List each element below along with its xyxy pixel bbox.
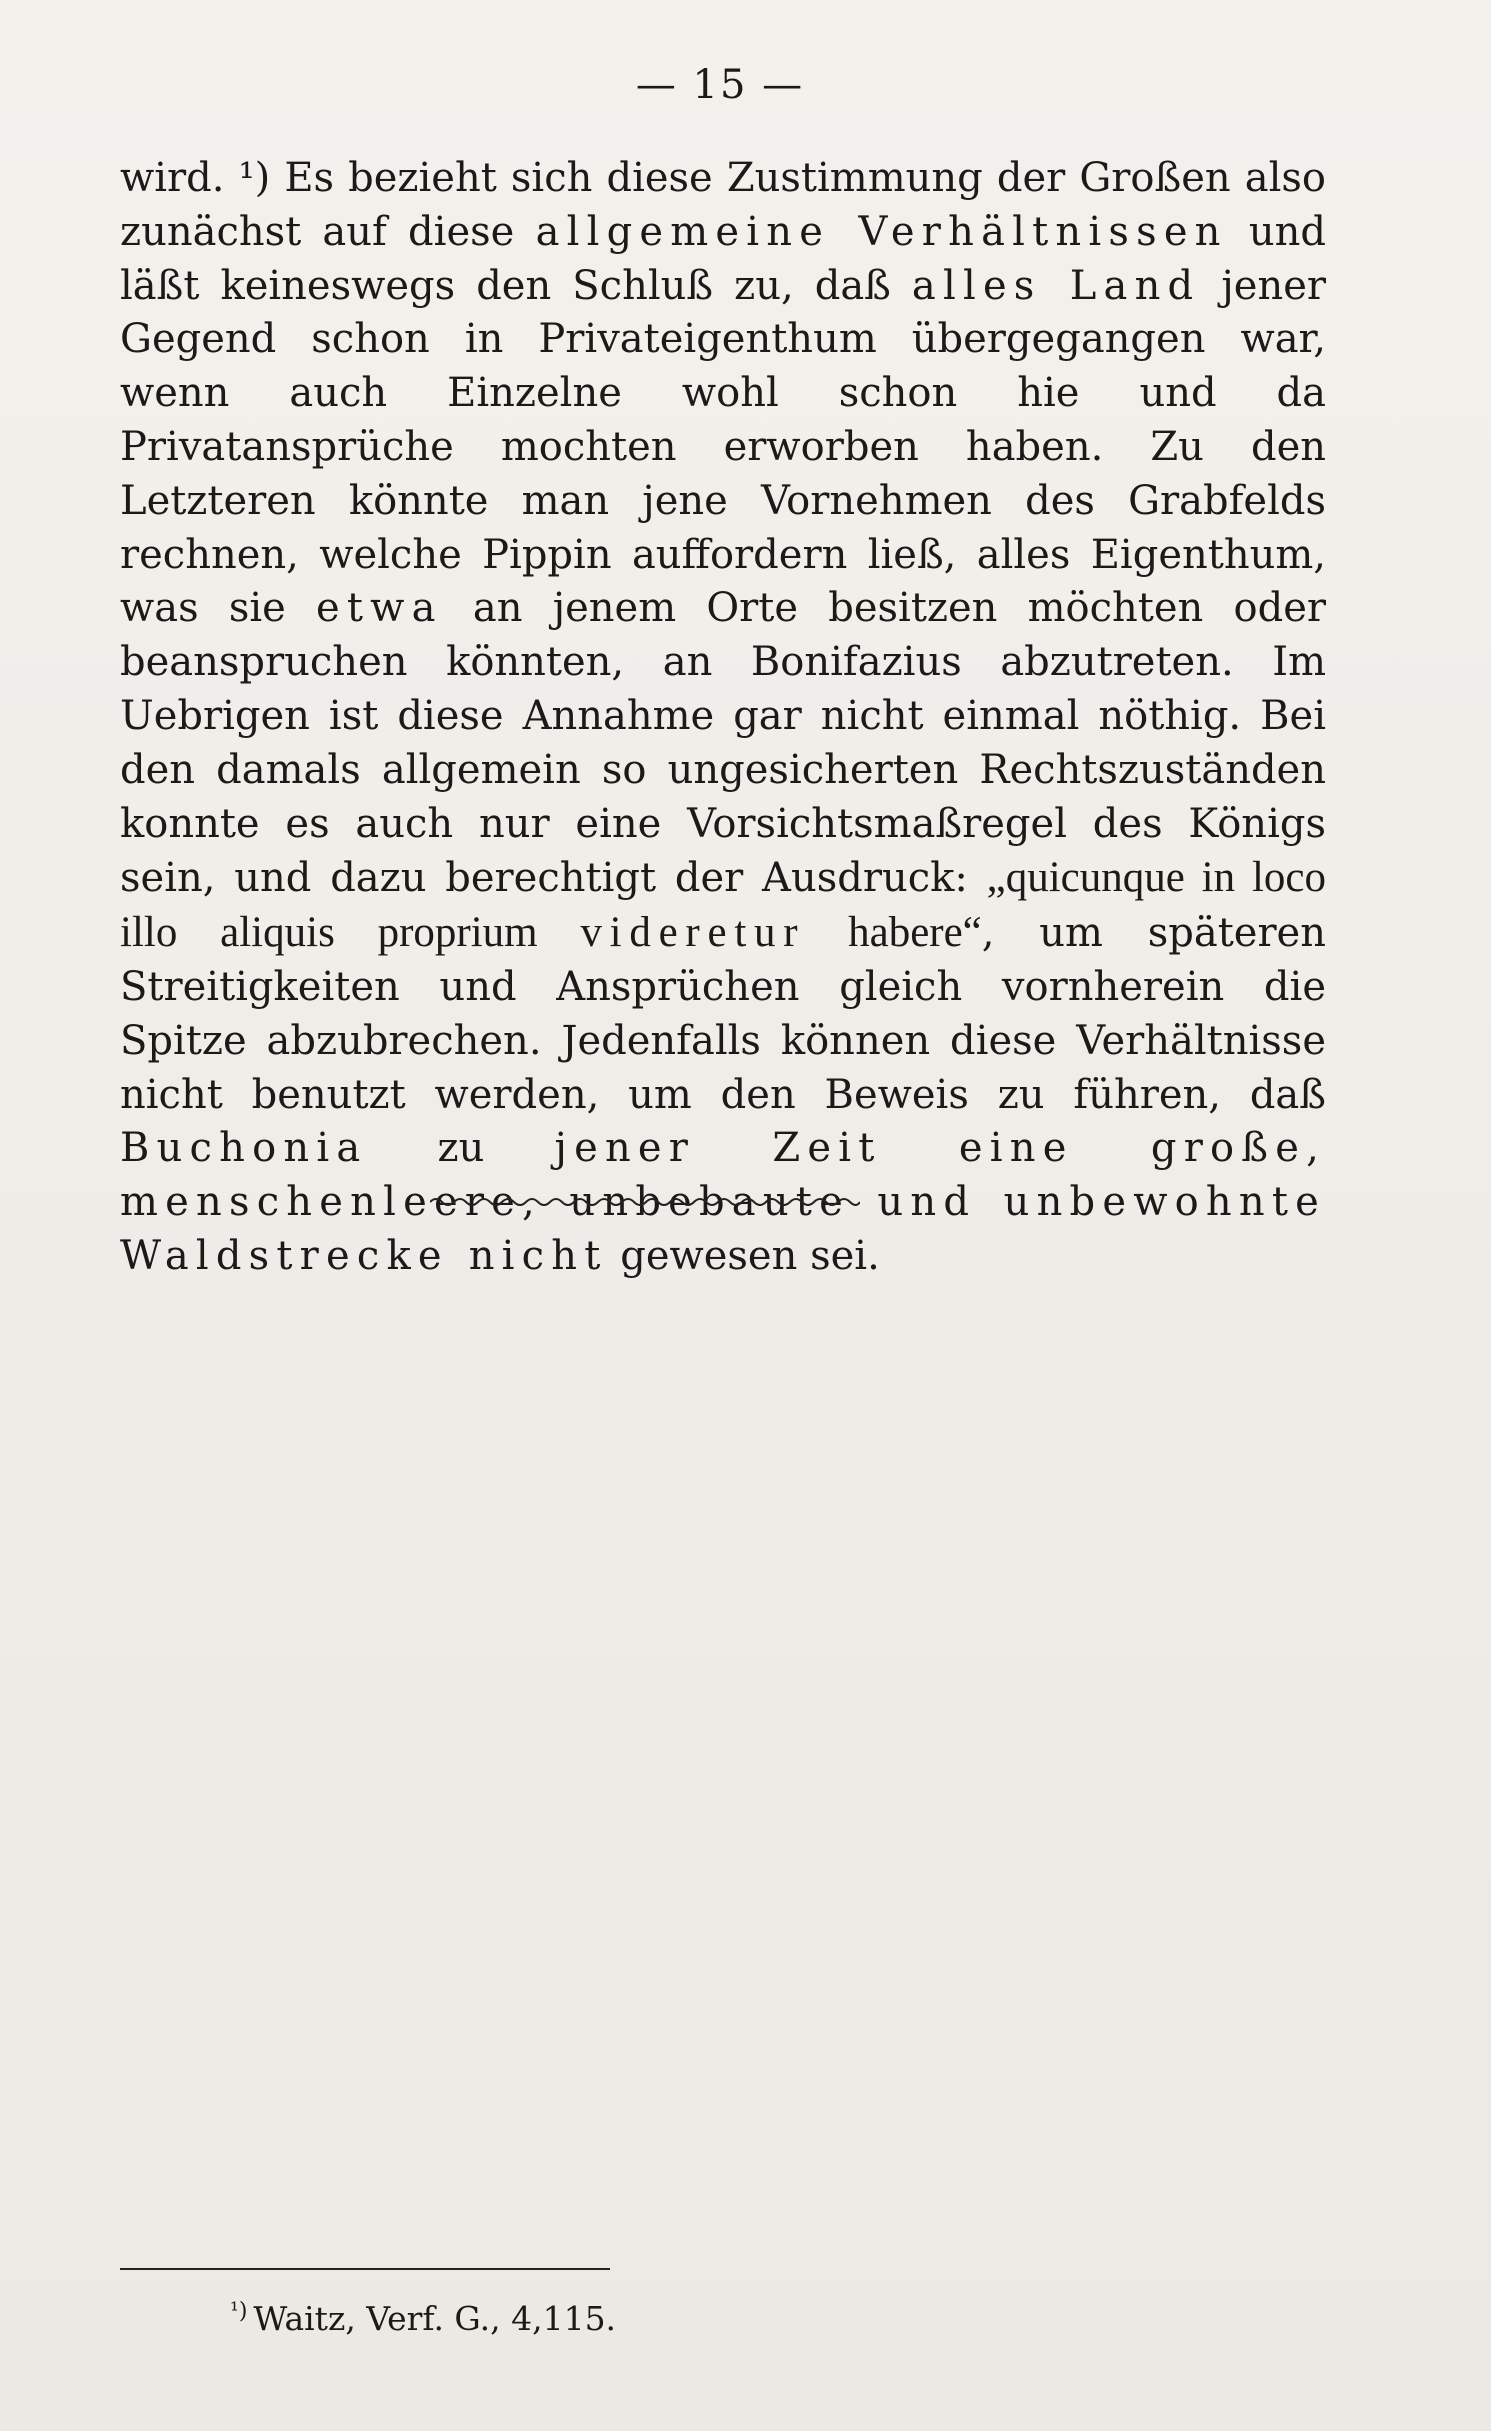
ornamental-divider [430, 1195, 860, 1209]
text-segment: und läßt keineswegs den Schluß zu, daß [120, 208, 1327, 309]
emphasis-text: allgemeine Verhältnissen [535, 208, 1228, 255]
emphasis-text: alles Land [911, 262, 1201, 309]
emphasis-text: jener Zeit eine große, menschenleere, unbebaute und unbewohnte Waldstrecke nicht [120, 1125, 1327, 1279]
latin-quote: habere“ [805, 909, 982, 957]
footnote-text: Waitz, Verf. G., 4,115. [253, 2299, 617, 2338]
text-segment: Es bezieht sich diese Zustimmung der Großen also zunächst auf diese [120, 155, 1327, 255]
footnote-reference: ¹) [238, 155, 271, 201]
text-segment: gewesen sei. [607, 1232, 880, 1279]
page-number: — 15 — [635, 62, 805, 108]
text-segment: jener Gegend schon in Privateigenthum übergegangen war, wenn auch Einzelne wohl schon hie und da Privatansprüche mochten erworben haben. Zu den Letzteren könnte man jene Vornehmen des Grabfelds rechnen, welche Pippin auffordern ließ, alles Eigenthum, was sie [120, 262, 1326, 632]
footnote-rule [120, 2268, 610, 2270]
latin-quote-emphasis: videretur [580, 909, 806, 957]
text-segment: , um späteren Streitigkeiten und Ansprüchen gleich vornherein die Spitze abzubrechen. Jedenfalls können diese Verhältnisse nicht benutzt werden, um den Beweis zu führen, daß [120, 910, 1326, 1118]
footnote [230, 2290, 1030, 2341]
paragraph-body [120, 152, 1326, 1284]
main-paragraph [120, 152, 1326, 1284]
latin-quote: „quicunque in loco illo aliquis proprium [120, 854, 1326, 957]
text-segment: an jenem Orte besitzen möchten oder beanspruchen könnten, an Bonifazius abzutreten. Im Uebrigen ist diese Annahme gar nicht einmal nöthig. Bei den damals allgemein so ungesicherten Rechtszuständen konnte es auch nur eine Vorsichtsmaßregel des Königs sein, und dazu berechtigt der Ausdruck: [120, 585, 1326, 902]
emphasis-text: etwa [316, 585, 443, 632]
text-segment: wird. [120, 155, 239, 201]
footnote-mark: ¹) [230, 2299, 248, 2324]
text-segment: zu [367, 1125, 555, 1172]
emphasis-text: Buchonia [120, 1125, 368, 1172]
